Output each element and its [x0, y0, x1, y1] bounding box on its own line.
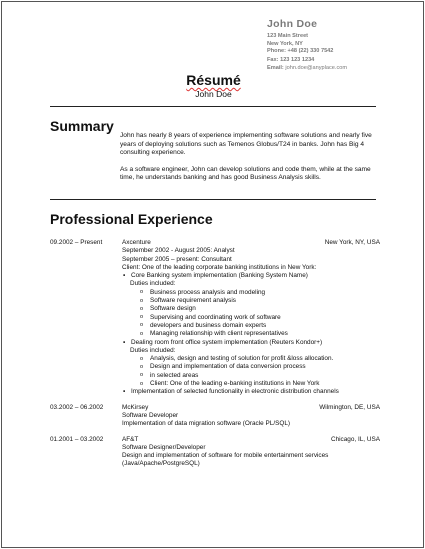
experience-list	[50, 239, 380, 476]
job-header	[50, 404, 380, 412]
job-date: 09.2002 – Present	[50, 239, 103, 246]
job-details	[122, 444, 380, 469]
divider-middle	[50, 199, 376, 200]
job-company: AF&T	[122, 435, 139, 443]
resume-page	[1, 1, 424, 548]
phone-value: +48 (22) 330 7542	[287, 48, 334, 54]
job-title: Software Developer	[122, 411, 179, 419]
duty-item: o Business process analysis and modeling	[122, 289, 380, 297]
experience-heading: Professional Experience	[50, 211, 213, 227]
title-block	[2, 72, 424, 99]
contact-phone-row	[267, 48, 347, 56]
contact-email-row	[267, 64, 347, 72]
divider-top	[50, 106, 376, 107]
duties-label: Duties included:	[130, 280, 176, 288]
email-link[interactable]: john.doe@anyplace.com	[285, 64, 348, 71]
job-location: Wilmington, DE, USA	[319, 403, 380, 411]
job-location: New York, NY, USA	[324, 239, 380, 246]
job-details	[122, 247, 380, 396]
phone-label: Phone:	[267, 48, 286, 54]
fax-value: 123 123 1234	[280, 56, 315, 63]
project-item: ▪ Dealing room front office system implementation (Reuters Kondor+)	[122, 339, 380, 347]
duty-item: o in selected areas	[122, 372, 380, 380]
duty-item: o Supervising and coordinating work of software	[122, 314, 380, 322]
contact-block	[267, 18, 347, 72]
duty-item: o Software requirement analysis	[122, 297, 380, 305]
job-role: September 2002 - August 2005: Analyst	[122, 247, 235, 255]
job-entry	[50, 404, 380, 429]
job-company: Axcenture	[122, 239, 151, 246]
duty-item: o Design and implementation of data conversion process	[122, 363, 380, 371]
page-subtitle: John Doe	[195, 89, 232, 99]
job-description: (Java/Apache/PostgreSQL)	[122, 460, 200, 468]
job-description: Implementation of data migration software (Oracle PL/SQL)	[122, 420, 291, 428]
contact-fax-row	[267, 56, 347, 64]
job-date: 01.2001 – 03.2002	[50, 435, 104, 443]
summary-heading: Summary	[50, 118, 114, 134]
job-client: Client: One of the leading corporate banking institutions in New York:	[122, 263, 317, 271]
job-details	[122, 412, 380, 429]
fax-label: Fax:	[267, 56, 279, 63]
job-location: Chicago, IL, USA	[330, 435, 380, 443]
duty-item: o Analysis, design and testing of solution for profit &loss allocation.	[122, 355, 380, 363]
job-header	[50, 436, 380, 444]
job-date: 03.2002 – 06.2002	[50, 403, 104, 411]
project-item: ▪ Core Banking system implementation (Banking System Name)	[122, 272, 380, 280]
job-entry	[50, 239, 380, 397]
project-item: ▪ Implementation of selected functionality in electronic distribution channels	[122, 388, 380, 396]
summary-paragraph: As a software engineer, John can develop solutions and code them, while at the same time, he understands banking and has good Business Analysis skills.	[120, 165, 371, 182]
duty-item: o Managing relationship with client representatives	[122, 330, 380, 338]
contact-city: New York, NY	[267, 41, 303, 47]
job-company: McKirsey	[122, 403, 149, 411]
contact-name: John Doe	[267, 18, 318, 30]
summary-text	[120, 132, 382, 191]
duty-item: o Software design	[122, 305, 380, 313]
duty-item: o Client: One of the leading e-banking institutions in New York	[122, 380, 380, 388]
email-label: Email:	[267, 64, 284, 71]
duties-label: Duties included:	[130, 346, 176, 354]
summary-paragraph: John has nearly 8 years of experience implementing software solutions and nearly five years of deploying solutions such as Temenos Globus/T24 in banks. John has Big 4 consulting experience.	[120, 132, 372, 157]
contact-street: 123 Main Street	[267, 33, 309, 39]
job-description: Design and implementation of software for mobile entertainment services	[122, 452, 329, 460]
duty-item: o developers and business domain experts	[122, 322, 380, 330]
job-title: Software Designer/Developer	[122, 443, 206, 451]
job-entry	[50, 436, 380, 469]
page-title: Résumé	[186, 72, 241, 88]
job-header	[50, 239, 380, 247]
job-role: September 2005 – present: Consultant	[122, 255, 232, 263]
